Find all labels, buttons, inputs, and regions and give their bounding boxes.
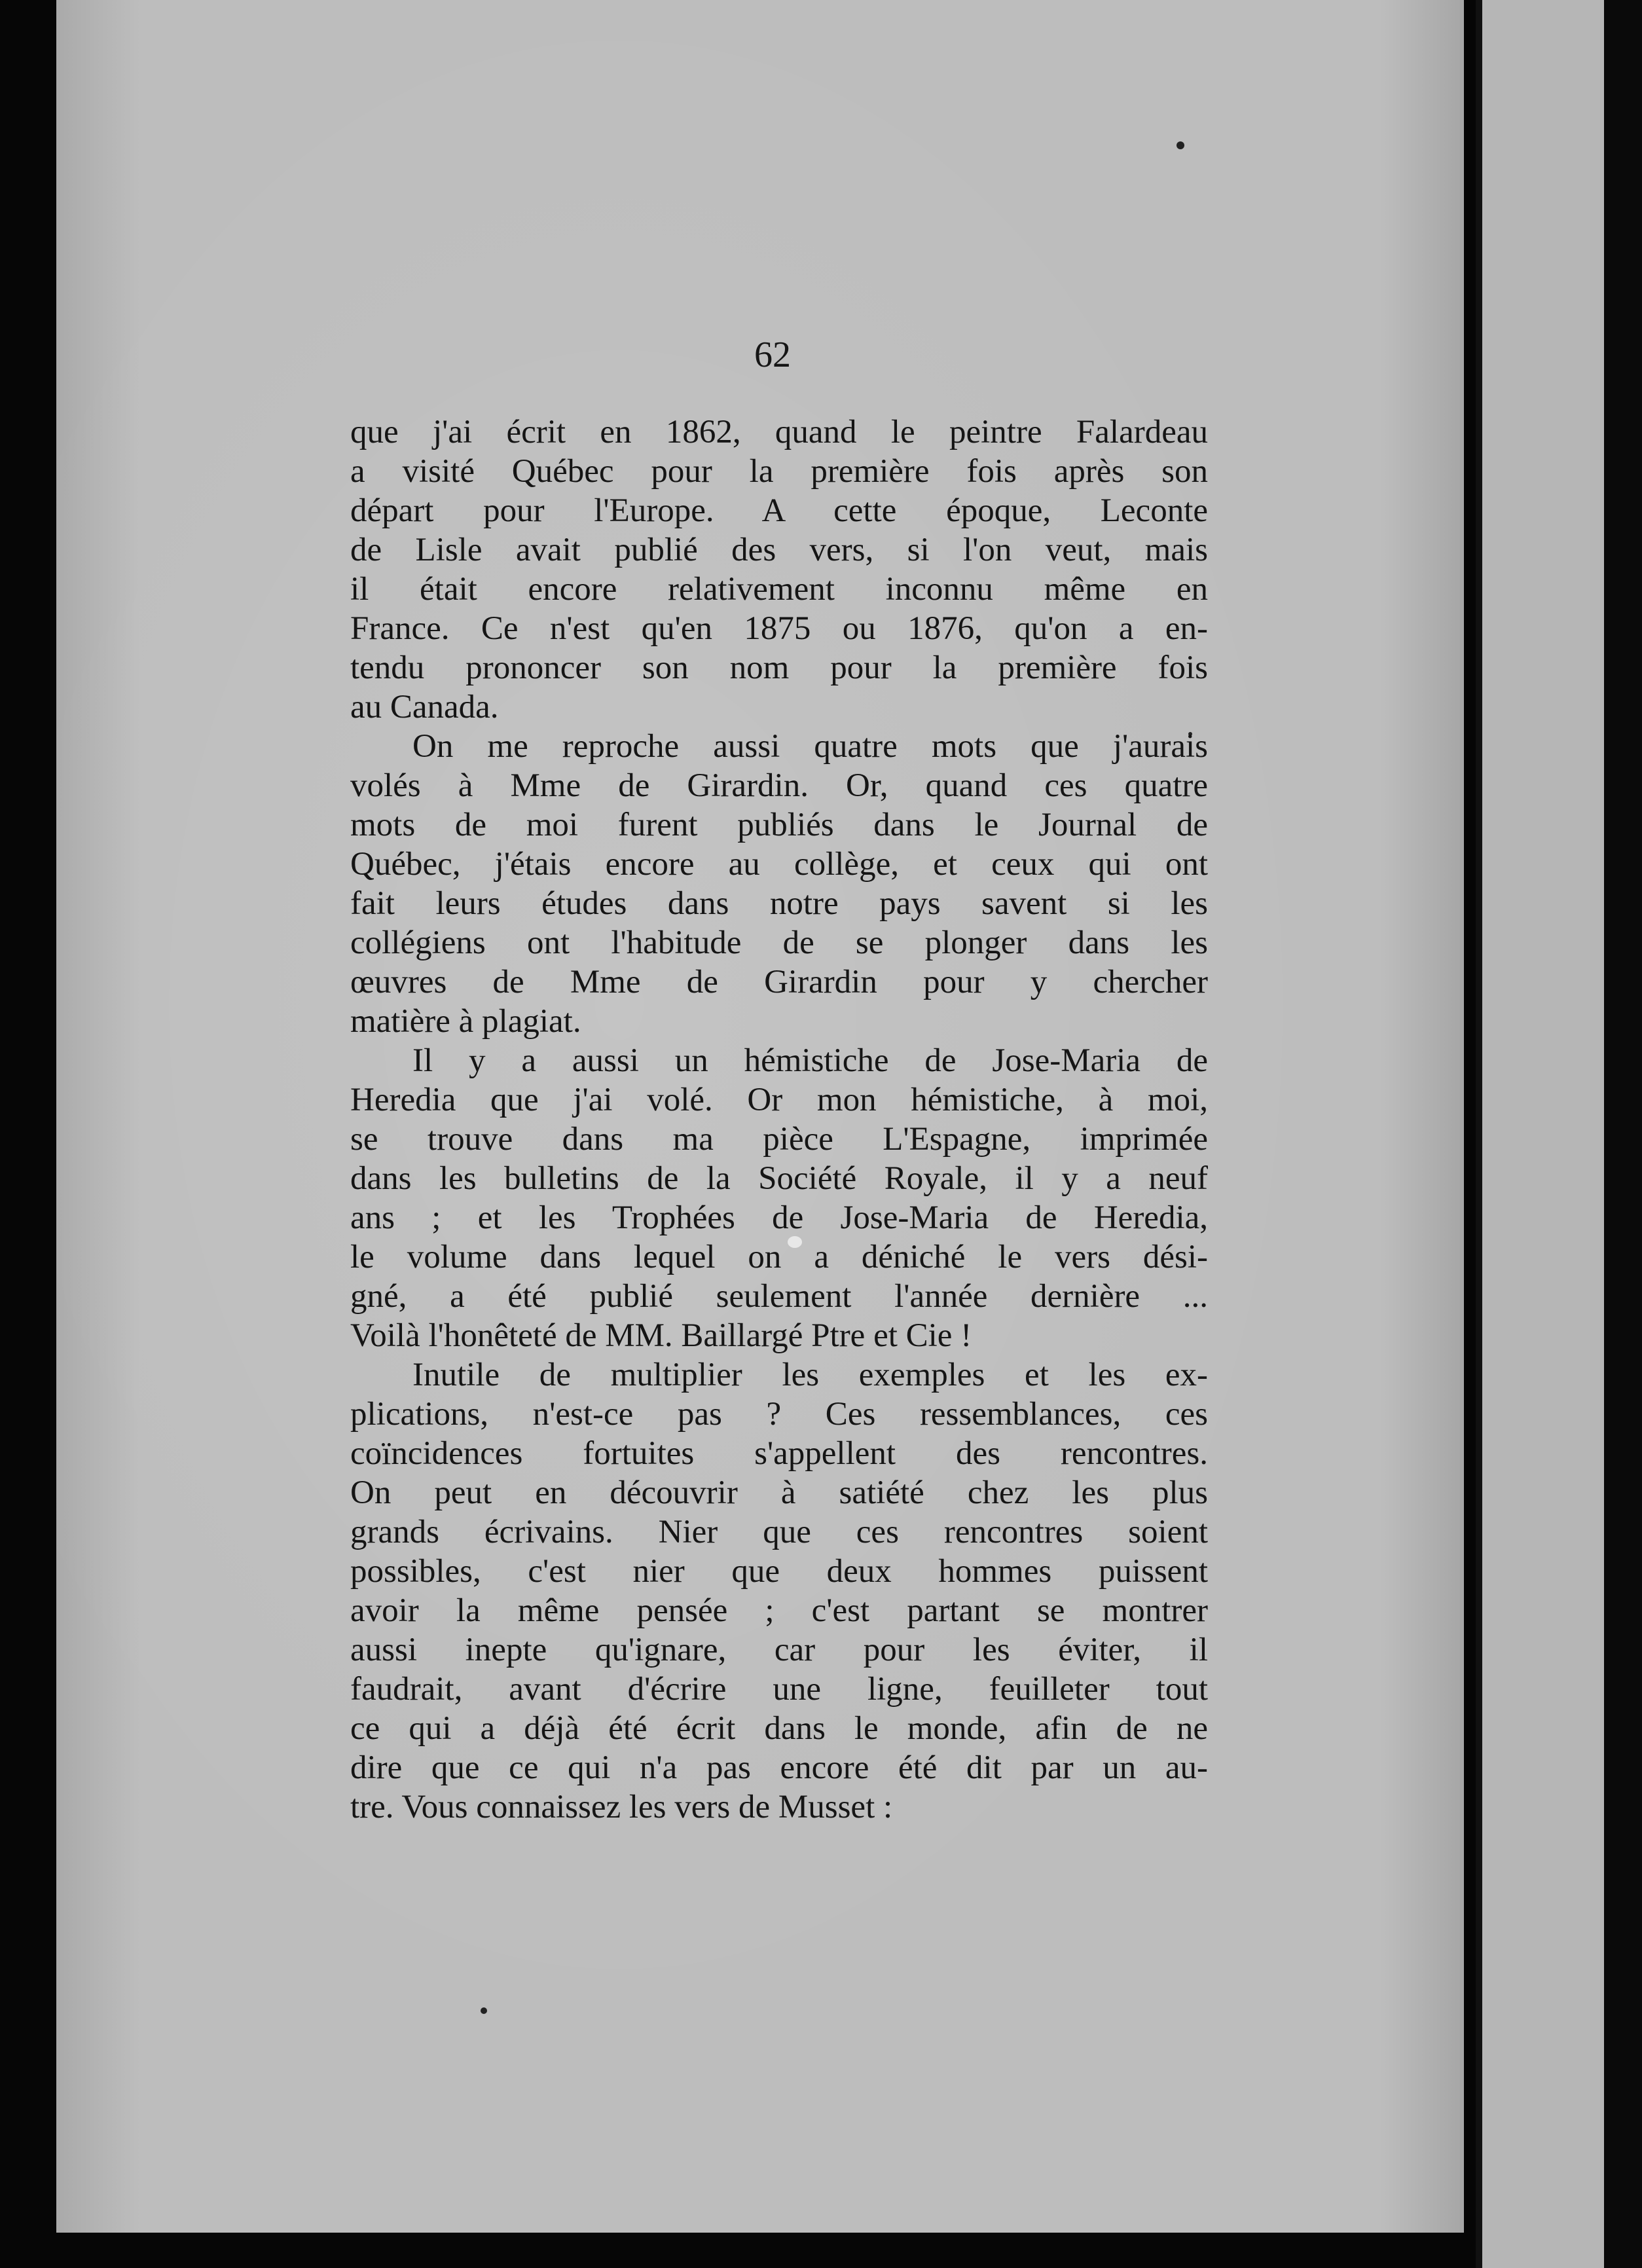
text-line: faudrait, avant d'écrire une ligne, feuilleter tout	[350, 1671, 1208, 1708]
text-line: se trouve dans ma pièce L'Espagne, imprimée	[350, 1121, 1208, 1158]
text-line: il était encore relativement inconnu même en	[350, 571, 1208, 608]
text-line: que j'ai écrit en 1862, quand le peintre Falardeau	[350, 414, 1208, 450]
page-number-text: 62	[754, 335, 791, 375]
text-line: Québec, j'étais encore au collège, et ceux qui ont	[350, 846, 1208, 883]
dust-speck	[1177, 141, 1184, 149]
text-line: a visité Québec pour la première fois après son	[350, 453, 1208, 490]
text-line: On peut en découvrir à satiété chez les plus	[350, 1474, 1208, 1511]
text-line: tendu prononcer son nom pour la première fois	[350, 649, 1208, 686]
paragraph-2	[350, 727, 1208, 1041]
paragraph-3	[350, 1041, 1208, 1355]
text-line: On me reproche aussi quatre mots que j'aurais	[412, 728, 1208, 765]
text-line: œuvres de Mme de Girardin pour y chercher	[350, 964, 1208, 1000]
text-line: Inutile de multiplier les exemples et les ex-	[412, 1357, 1208, 1393]
text-line: dire que ce qui n'a pas encore été dit par un au-	[350, 1749, 1208, 1786]
text-line: départ pour l'Europe. A cette époque, Leconte	[350, 492, 1208, 529]
text-line: coïncidences fortuites s'appellent des rencontres.	[350, 1435, 1208, 1472]
text-line: dans les bulletins de la Société Royale, il y a neuf	[350, 1160, 1208, 1197]
text-line: ans ; et les Trophées de Jose-Maria de Heredia,	[350, 1199, 1208, 1236]
dust-speck	[481, 2007, 487, 2014]
text-line: grands écrivains. Nier que ces rencontres soient	[350, 1514, 1208, 1550]
text-line: avoir la même pensée ; c'est partant se montrer	[350, 1592, 1208, 1629]
text-line: matière à plagiat.	[350, 1003, 581, 1040]
body-text	[350, 412, 1208, 1827]
text-line: ce qui a déjà été écrit dans le monde, afin de ne	[350, 1710, 1208, 1747]
text-line: tre. Vous connaissez les vers de Musset :	[350, 1789, 893, 1825]
text-line: Heredia que j'ai volé. Or mon hémistiche, à moi,	[350, 1082, 1208, 1118]
paragraph-1	[350, 412, 1208, 727]
text-line: plications, n'est-ce pas ? Ces ressemblances, ces	[350, 1396, 1208, 1433]
text-line: au Canada.	[350, 689, 499, 725]
text-line: de Lisle avait publié des vers, si l'on veut, mais	[350, 532, 1208, 568]
text-line: aussi inepte qu'ignare, car pour les éviter, il	[350, 1632, 1208, 1668]
page-number	[0, 334, 1642, 376]
text-line: volés à Mme de Girardin. Or, quand ces quatre	[350, 767, 1208, 804]
text-line: Voilà l'honêteté de MM. Baillargé Ptre et Cie !	[350, 1317, 972, 1354]
text-line: fait leurs études dans notre pays savent si les	[350, 885, 1208, 922]
text-line: Il y a aussi un hémistiche de Jose-Maria de	[412, 1042, 1208, 1079]
text-line: collégiens ont l'habitude de se plonger dans les	[350, 924, 1208, 961]
text-line: mots de moi furent publiés dans le Journal de	[350, 807, 1208, 843]
paragraph-4	[350, 1355, 1208, 1827]
text-line: possibles, c'est nier que deux hommes puissent	[350, 1553, 1208, 1590]
text-line: France. Ce n'est qu'en 1875 ou 1876, qu'on a en-	[350, 610, 1208, 647]
text-line: le volume dans lequel on a déniché le vers dési-	[350, 1239, 1208, 1275]
text-line: gné, a été publié seulement l'année dernière ...	[350, 1278, 1208, 1315]
